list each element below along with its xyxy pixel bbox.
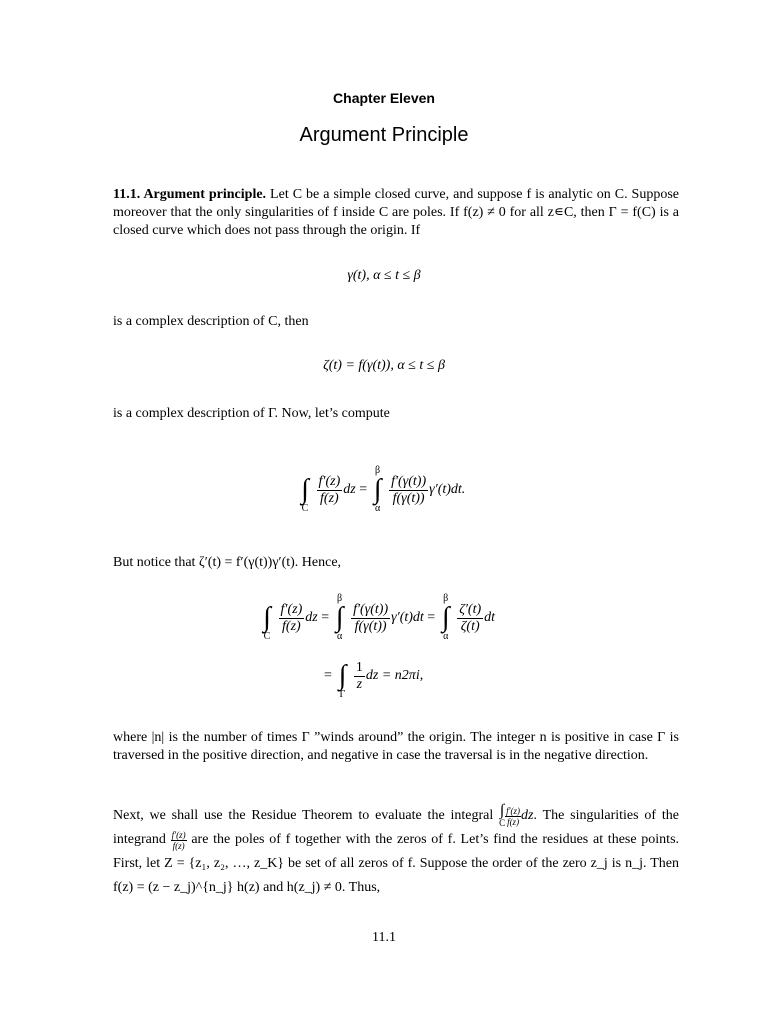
inline-integral: ∫ C [499, 802, 506, 828]
inline-fraction: $\frac{f'(z)}{f(z)}$ [171, 829, 186, 851]
paragraph-intro [113, 186, 679, 240]
fraction: $\frac{f'(\gamma(t))}{f(\gamma(t))}$ [353, 601, 389, 634]
paragraph-text: . The singularities of the integrand [113, 808, 680, 848]
section-heading: 11.1. Argument principle. [113, 187, 267, 202]
paragraph-notice: But notice that ζ′(t) = f′(γ(t))γ′(t). Hence, [113, 555, 342, 570]
paragraph-complex-description-c: is a complex description of C, then [113, 314, 309, 329]
equation-winding-result: = ∫ Γ $\frac{1}{z}$ dz = n2πi, [324, 652, 423, 700]
integral-sign: ∫ Γ [338, 660, 347, 700]
page-number: 11.1 [372, 930, 396, 945]
equation-integral-substitution: ∫ C $\frac{f'(z)}{f(z)}$ dz = β ∫ α $\frac{f'(\gamma(t))}{f(\gamma(t))}$ γ′(t)dt. [298, 466, 465, 514]
integral-sign: β ∫ α [441, 593, 450, 642]
equation-text: ζ(t) = f(γ(t)), α ≤ t ≤ β [323, 358, 445, 373]
inline-fraction: $\frac{f'(z)}{f(z)}$ [506, 805, 521, 827]
integral-sign: β ∫ α [373, 465, 382, 514]
paragraph-winding-number: where |n| is the number of times Γ ”winds around” the origin. The integer n is positive in case Γ is traversed in the positive direction, and negative in case the traversal is in the negative direction. [113, 730, 679, 763]
page-title: Argument Principle [299, 124, 469, 146]
paragraph-text: Let C be a simple closed curve, and suppose f is analytic on C. Suppose moreover that the only singularities of f inside C are poles. If f(z) ≠ 0 for all z∊C, then Γ = f(C) is a closed curve which does not pass through the origin. If [113, 187, 680, 238]
paragraph-text: Next, we shall use the Residue Theorem to evaluate the integral [113, 808, 494, 824]
paragraph-complex-description-gamma: is a complex description of Γ. Now, let’s compute [113, 406, 390, 421]
equation-gamma-param [0, 268, 768, 284]
paragraph-residue-theorem: Next, we shall use the Residue Theorem to evaluate the integral ∫ C $\frac{f'(z)}{f(z)}$ dz. The singularities of the integrand $\frac{f'(z)}{f(z)}$ are the poles of f together with the zeros of f. Let’s find the residues at these points. First, let Z = {z₁, z₂, …, z_K} be set of all zeros of f. Suppose the order of the zero z_j is n_j. Then f(z) = (z − z_j)^{n_j} h(z) and h(z_j) ≠ 0. Thus, [113, 802, 680, 896]
chapter-heading: Chapter Eleven [333, 90, 435, 106]
fraction: $\frac{f'(z)}{f(z)}$ [318, 473, 341, 506]
equation-text: γ(t), α ≤ t ≤ β [347, 268, 421, 283]
fraction: $\frac{f'(z)}{f(z)}$ [280, 601, 303, 634]
equation-zeta-param [0, 358, 768, 374]
integral-sign: β ∫ α [335, 593, 344, 642]
fraction: $\frac{f'(\gamma(t))}{f(\gamma(t))}$ [391, 473, 427, 506]
fraction: $\frac{1}{z}$ [355, 659, 363, 692]
paragraph-text: are the poles of f together with the zeros of f. Let’s find the residues at these points. First, let Z = {z₁, z₂, …, z_K} be set of all zeros of f. Suppose the order of the zero z_j is n_j. Then f(z) = (z − z_j)^{n_j} h(z) and h(z_j) ≠ 0. Thus, [113, 832, 680, 896]
integral-sign: ∫ C [301, 474, 309, 514]
integral-sign: ∫ C [263, 602, 271, 642]
fraction: $\frac{\zeta'(t)}{\zeta(t)}$ [459, 601, 482, 634]
equation-integral-chain: ∫ C $\frac{f'(z)}{f(z)}$ dz = β ∫ α $\frac{f'(\gamma(t))}{f(\gamma(t))}$ γ′(t)dt = β ∫ α $\frac{\zeta'(t)}{\zeta(t)}$ dt [260, 594, 495, 642]
